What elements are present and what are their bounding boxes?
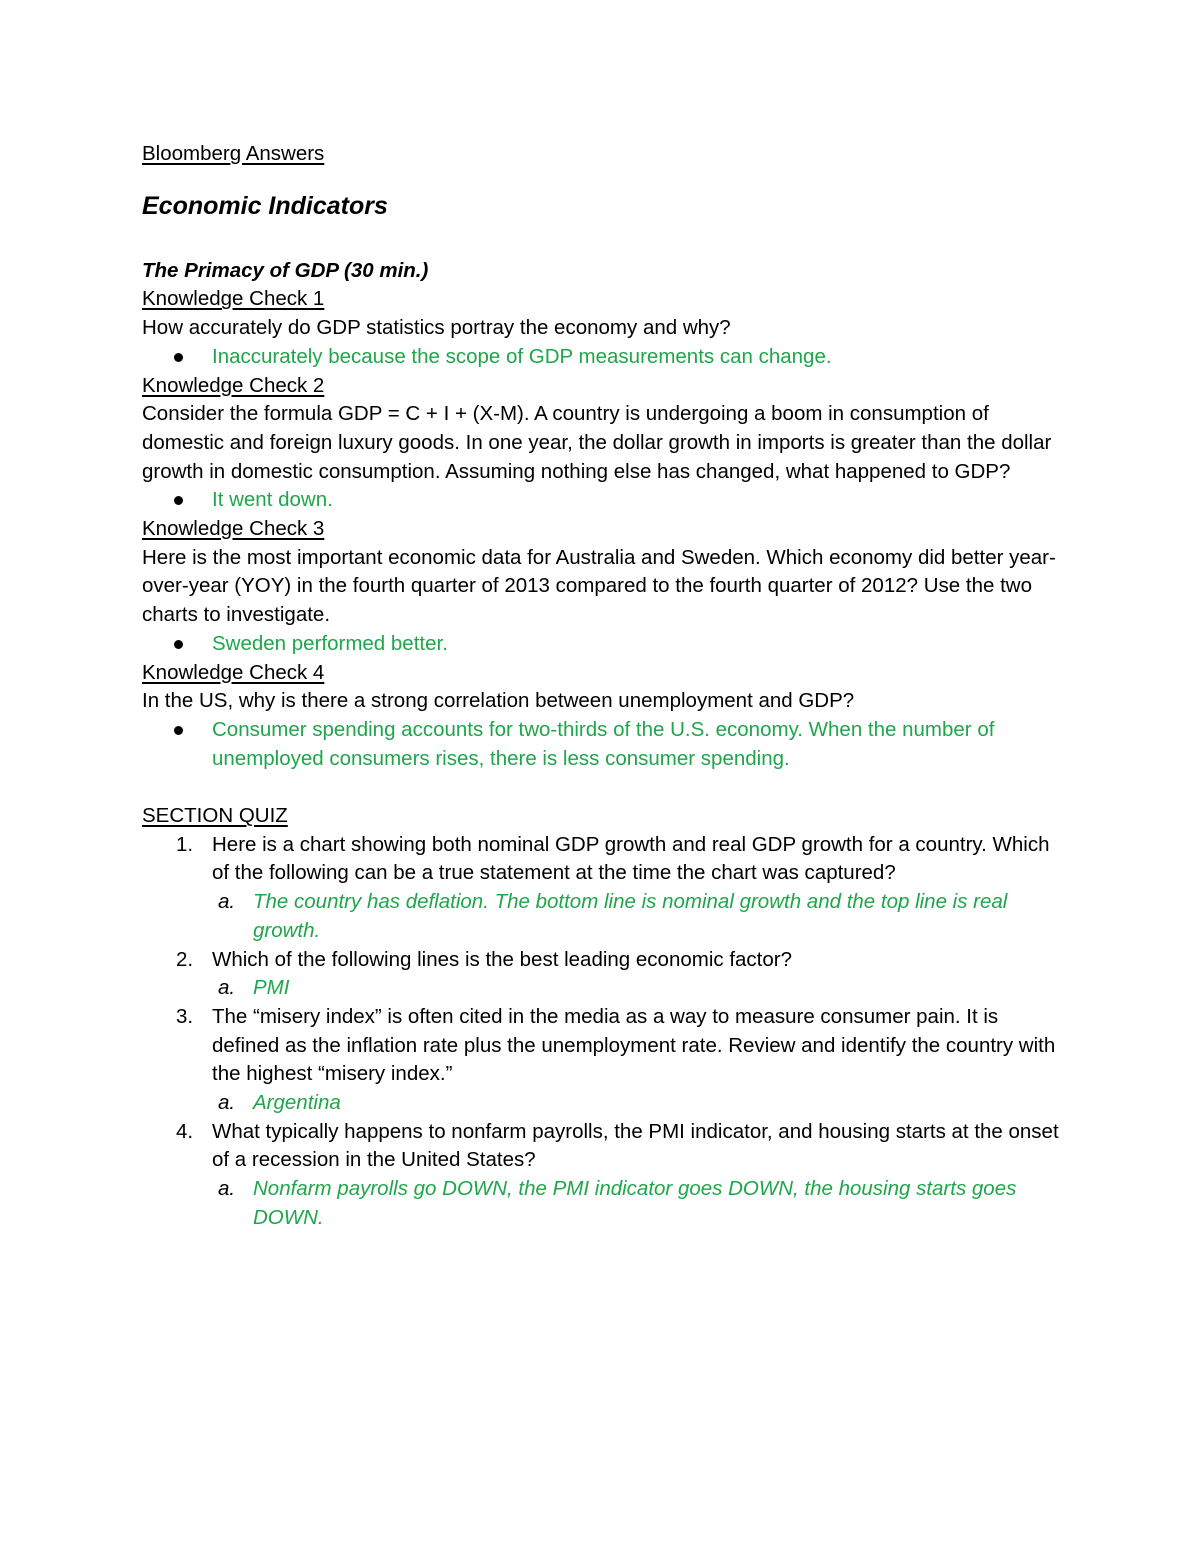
- bullet-icon: [174, 640, 183, 649]
- answer-text: The country has deflation. The bottom line is nominal growth and the top line is real growth.: [253, 890, 1008, 942]
- quiz-question: [142, 1118, 1062, 1175]
- bullet-icon: [174, 353, 183, 362]
- question-text: Which of the following lines is the best leading economic factor?: [212, 947, 793, 971]
- section-title: The Primacy of GDP (30 min.): [142, 258, 429, 282]
- question-text: Here is a chart showing both nominal GDP growth and real GDP growth for a country. Which of the following can be a true statement at the time the chart was captured?: [212, 832, 1050, 885]
- answer-bullet: [142, 630, 1062, 659]
- answer-text: Argentina: [253, 1091, 341, 1115]
- answer-marker: a.: [218, 976, 236, 1000]
- knowledge-check-answer: Sweden performed better.: [212, 631, 448, 655]
- question-number: 4.: [176, 1119, 194, 1143]
- knowledge-check-label: Knowledge Check 3: [142, 517, 325, 541]
- bullet-icon: [174, 726, 183, 735]
- question-number: 3.: [176, 1004, 194, 1028]
- knowledge-check-answer: Inaccurately because the scope of GDP measurements can change.: [212, 344, 832, 368]
- quiz-answer: [142, 974, 1062, 1003]
- quiz-title: SECTION QUIZ: [142, 804, 288, 828]
- blank-line: [142, 773, 1062, 802]
- knowledge-check-answer: It went down.: [212, 488, 333, 512]
- document-page: [142, 140, 1062, 1233]
- quiz-question: [142, 1003, 1062, 1089]
- answer-text: PMI: [253, 976, 290, 1000]
- knowledge-check-question: In the US, why is there a strong correlation between unemployment and GDP?: [142, 689, 855, 713]
- knowledge-check-label: Knowledge Check 4: [142, 660, 325, 684]
- page-heading: Economic Indicators: [142, 191, 388, 220]
- answer-marker: a.: [218, 1177, 236, 1201]
- quiz-answer: [142, 1175, 1062, 1232]
- question-number: 2.: [176, 947, 194, 971]
- answer-text: Nonfarm payrolls go DOWN, the PMI indicator goes DOWN, the housing starts goes DOWN.: [253, 1177, 1017, 1229]
- question-text: What typically happens to nonfarm payrolls, the PMI indicator, and housing starts at the onset of a recession in the United States?: [212, 1119, 1059, 1172]
- knowledge-check-label: Knowledge Check 1: [142, 287, 325, 311]
- question-text: The “misery index” is often cited in the media as a way to measure consumer pain. It is defined as the inflation rate plus the unemployment rate. Review and identify the country with the highest “misery index.”: [212, 1004, 1056, 1086]
- bullet-icon: [174, 496, 183, 505]
- answer-bullet: [142, 486, 1062, 515]
- knowledge-check-answer: Consumer spending accounts for two-thirds of the U.S. economy. When the number of unemployed consumers rises, there is less consumer spending.: [212, 717, 995, 770]
- quiz-question: [142, 831, 1062, 888]
- answer-marker: a.: [218, 1091, 236, 1115]
- quiz-answer: [142, 888, 1062, 945]
- knowledge-check-label: Knowledge Check 2: [142, 373, 325, 397]
- question-number: 1.: [176, 832, 194, 856]
- quiz-answer: [142, 1089, 1062, 1118]
- answer-marker: a.: [218, 890, 236, 914]
- answer-bullet: [142, 716, 1062, 773]
- knowledge-check-question: Consider the formula GDP = C + I + (X-M). A country is undergoing a boom in consumption of domestic and foreign luxury goods. In one year, the dollar growth in imports is greater than the dollar growth in domestic consumption. Assuming nothing else has changed, what happened to GDP?: [142, 402, 1052, 483]
- quiz-question: [142, 946, 1062, 975]
- document-title: Bloomberg Answers: [142, 142, 325, 165]
- knowledge-check-question: Here is the most important economic data for Australia and Sweden. Which economy did better year-over-year (YOY) in the fourth quarter of 2013 compared to the fourth quarter of 2012? Use the two charts to investigate.: [142, 545, 1056, 627]
- knowledge-check-question: How accurately do GDP statistics portray the economy and why?: [142, 316, 731, 340]
- answer-bullet: [142, 343, 1062, 372]
